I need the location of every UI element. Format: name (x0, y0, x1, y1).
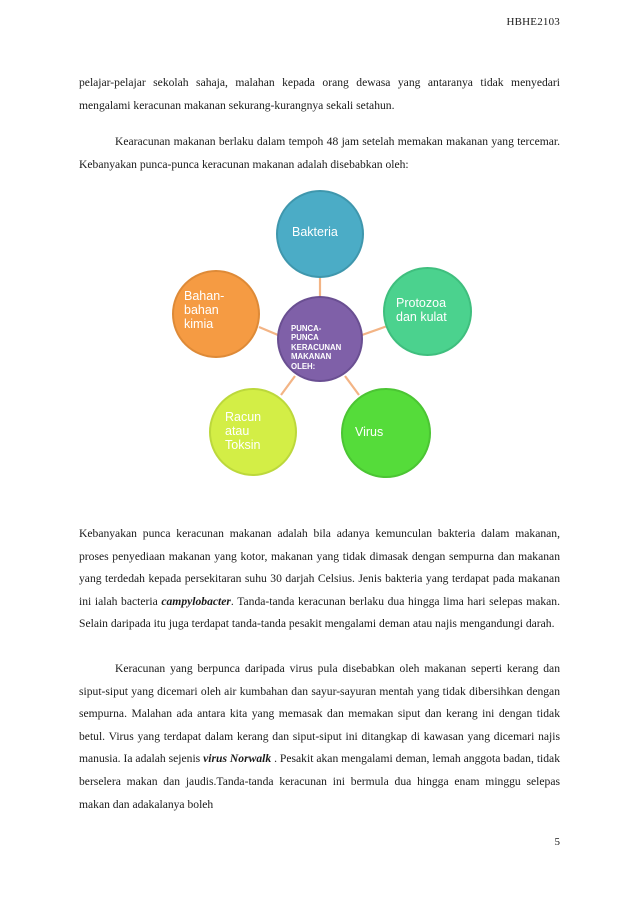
paragraph-food-poisoning-timing (79, 131, 560, 176)
node-bahan-kimia (172, 270, 260, 358)
connector-bahan (259, 327, 278, 335)
node-bakteria (276, 190, 364, 278)
paragraph-virus-causes (79, 658, 560, 816)
page-number: 5 (554, 836, 560, 848)
bacteria-name-emphasis: campylobacter (161, 594, 231, 608)
node-label-racun-toksin: Racun atau Toksin (225, 410, 262, 452)
paragraph-text: Kebanyakan punca keracunan makanan adalah bila adanya kemunculan bakteria dalam makanan, proses penyediaan makanan yang kotor, makanan yang tidak dimasak dengan sempurna dan makanan yang terdedah kepada persekitaran suhu 30 darjah Celsius. Jenis bakteria yang terdapat pada makanan ini ialah bacteria (79, 527, 560, 608)
connector-racun (281, 376, 295, 395)
node-label-bakteria: Bakteria (292, 225, 338, 239)
node-label-virus: Virus (355, 425, 384, 439)
paragraph-text: Kearacunan makanan berlaku dalam tempoh 48 jam setelah memakan makanan yang tercemar. Kebanyakan punca-punca keracunan makanan adalah disebabkan oleh: (79, 135, 560, 171)
node-protozoa (383, 267, 472, 356)
node-center-causes (277, 296, 363, 382)
node-label-protozoa: Protozoa dan kulat (396, 296, 447, 324)
node-racun-toksin (209, 388, 297, 476)
node-label-bahan-kimia: Bahan- bahan kimia (184, 289, 225, 331)
paragraph-text: Keracunan yang berpunca daripada virus pula disebabkan oleh makanan seperti kerang dan siput-siput yang dicemari oleh air kumbahan dan sayur-sayuran mentah yang tidak dibersihkan dengan sempurna. Malahan ada antara kita yang memasak dan memakan siput dan kerang ini dengan tidak betul. Virus yang terdapat dalam kerang dan siput-siput ini ditangkap di kawasan yang dicemari najis manusia. Ia adalah sejenis (79, 662, 560, 766)
virus-name-emphasis: virus Norwalk (203, 752, 272, 766)
paragraph-text: . Pesakit akan mengalami deman, lemah anggota badan, tidak berselera makan dan jaudis.Tanda-tanda keracunan ini bermula dua hingga enam minggu selepas makan dan adakalanya boleh (79, 752, 560, 811)
node-virus (341, 388, 431, 478)
document-code-header: HBHE2103 (506, 16, 560, 28)
connector-virus (345, 376, 359, 395)
paragraph-intro-continuation: pelajar-pelajar sekolah sahaja, malahan kepada orang dewasa yang antaranya tidak menyedari mengalami keracunan makanan sekurang-kurangnya sekali setahun. (79, 76, 560, 112)
paragraph-bacteria-causes (79, 523, 560, 636)
node-label-center: PUNCA- PUNCA KERACUNAN MAKANAN OLEH: (291, 324, 342, 371)
paragraph-text: . Tanda-tanda keracunan berlaku dua hingga lima hari selepas makan. Selain daripada itu juga terdapat tanda-tanda pesakit mengalami deman atau najis mengandungi darah. (79, 594, 560, 631)
